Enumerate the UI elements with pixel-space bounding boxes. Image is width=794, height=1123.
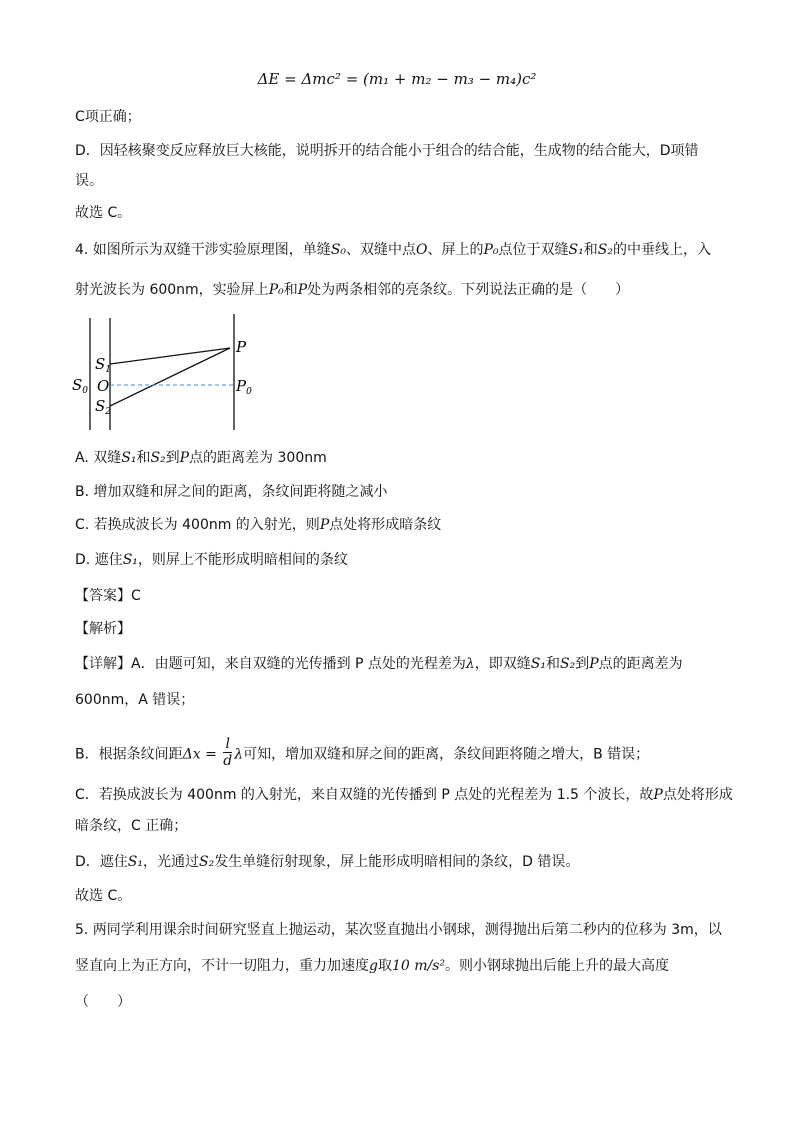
q5-line1: 5. 两同学利用课余时间研究竖直上抛运动，某次竖直抛出小钢球，测得抛出后第二秒内的位移为 3m，以 <box>75 922 722 938</box>
detail-a-line2: 600nm，A 错误； <box>75 692 195 708</box>
detail-c-line2: 暗条纹，C 正确； <box>75 818 188 834</box>
option-a: A. 双缝S₁和S₂到P点的距离差为 300nm <box>75 450 327 466</box>
detail-a-line1: 【详解】A．由题可知，来自双缝的光传播到 P 点处的光程差为λ，即双缝S₁和S₂到P点的距离差为 <box>75 656 683 672</box>
q5-line3: （ ） <box>75 994 131 1010</box>
q4-line2: 射光波长为 600nm，实验屏上P₀和P处为两条相邻的亮条纹。下列说法正确的是（ ） <box>75 282 630 298</box>
q5-line2: 竖直向上为正方向，不计一切阻力，重力加速度g取10 m/s²。则小钢球抛出后能上升的最大高度 <box>75 958 670 974</box>
option-d: D. 遮住S₁，则屏上不能形成明暗相间的条纹 <box>75 552 348 568</box>
energy-equation: ΔE = Δmc² = (m₁ + m₂ − m₃ − m₄)c² <box>257 70 537 88</box>
para-d-line1: D．因轻核聚变反应释放巨大核能，说明拆开的结合能小于组合的结合能，生成物的结合能大，D项错 <box>75 143 699 159</box>
label-s2: $S_2$ <box>95 397 112 417</box>
detail-b: B．根据条纹间距Δx = $\frac{l}{d}$ λ可知，增加双缝和屏之间的距离，条纹间距将随之增大，B 错误； <box>75 736 650 769</box>
label-p: P <box>236 338 247 356</box>
option-c: C. 若换成波长为 400nm 的入射光，则P点处将形成暗条纹 <box>75 517 442 533</box>
option-b: B. 增加双缝和屏之间的距离，条纹间距将随之减小 <box>75 484 388 500</box>
ray-s2-to-p <box>110 348 230 406</box>
q4-line1: 4. 如图所示为双缝干涉实验原理图，单缝S₀、双缝中点O、屏上的P₀点位于双缝S₁和S₂的中垂线上，入 <box>75 242 711 258</box>
double-slit-diagram <box>68 312 258 432</box>
choose-c-second: 故选 C。 <box>75 888 132 904</box>
detail-c-line1: C．若换成波长为 400nm 的入射光，来自双缝的光传播到 P 点处的光程差为 1.5 个波长，故P点处将形成 <box>75 787 733 803</box>
analysis-tag: 【解析】 <box>75 621 131 637</box>
para-d-line2: 误。 <box>75 173 103 189</box>
label-s1: $S_1$ <box>95 355 112 375</box>
label-p0: $P_0$ <box>236 377 252 397</box>
detail-d: D．遮住S₁，光通过S₂发生单缝衍射现象，屏上能形成明暗相间的条纹，D 错误。 <box>75 854 580 870</box>
label-s0: $S_0$ <box>72 376 89 396</box>
answer-tag: 【答案】C <box>75 588 141 604</box>
fraction: $\frac{l}{d}$ <box>223 736 233 769</box>
label-o: O <box>97 377 110 395</box>
choose-c-first: 故选 C。 <box>75 205 132 221</box>
para-c-correct: C项正确； <box>75 109 141 125</box>
